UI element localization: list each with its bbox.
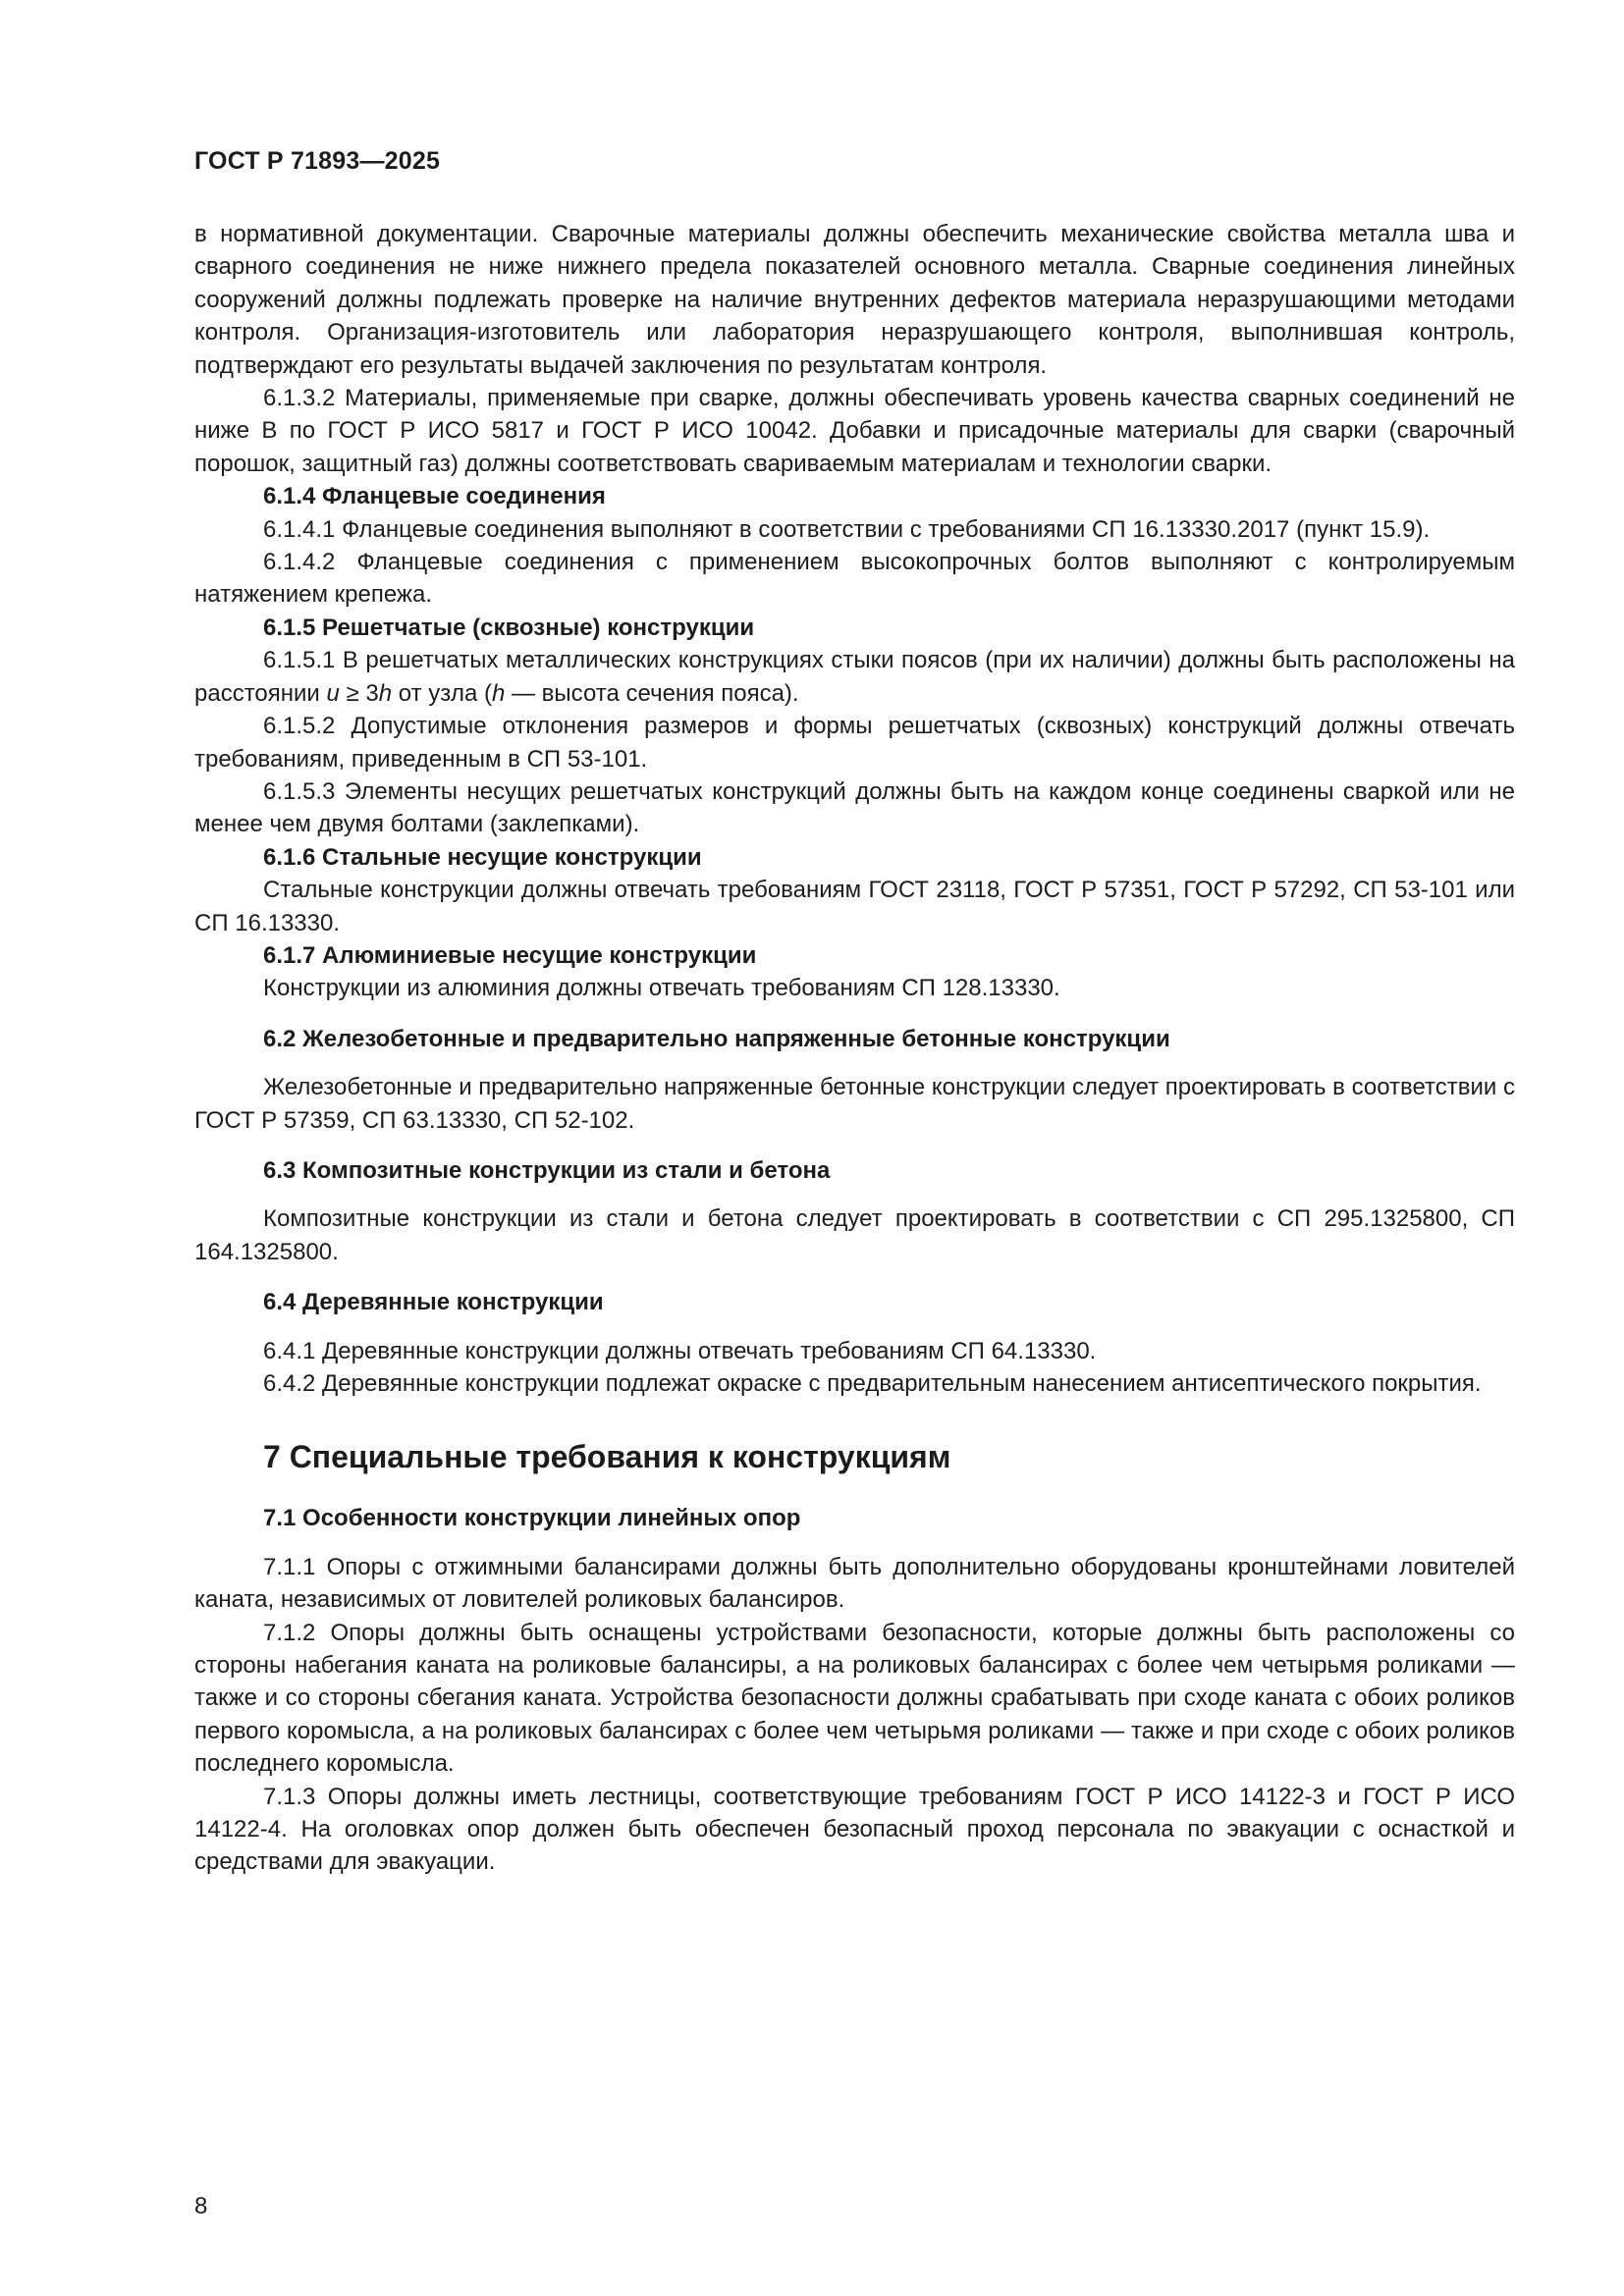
paragraph-7-1-1: 7.1.1 Опоры с отжимными балансирами должны быть дополнительно оборудованы кронштейнами ловителей каната, независимых от ловителей роликовых балансиров. [194, 1553, 1515, 1614]
paragraph-6-4-1: 6.4.1 Деревянные конструкции должны отвечать требованиям СП 64.13330. [263, 1337, 1097, 1364]
paragraph-6-1-5-1 [194, 644, 1515, 710]
paragraph-6-1-5-1-part-d: — высота сечения пояса). [512, 679, 799, 707]
heading-6-2: 6.2 Железобетонные и предварительно напряженные бетонные конструкции [263, 1025, 1170, 1052]
heading-6-1-4: 6.1.4 Фланцевые соединения [263, 483, 606, 510]
paragraph-6-1-7: Конструкции из алюминия должны отвечать требованиям СП 128.13330. [263, 975, 1060, 1002]
heading-6-1-5: 6.1.5 Решетчатые (сквозные) конструкции [263, 614, 755, 641]
heading-6-1-6: 6.1.6 Стальные несущие конструкции [263, 843, 702, 871]
paragraph-7-1-3: 7.1.3 Опоры должны иметь лестницы, соответствующие требованиям ГОСТ Р ИСО 14122-3 и ГОСТ Р ИСО 14122-4. На оголовках опор должен быть обеспечен безопасный проход персонала по эвакуации с оснасткой и средствами для эвакуации. [194, 1783, 1515, 1876]
heading-6-4: 6.4 Деревянные конструкции [263, 1289, 604, 1316]
page-number: 8 [194, 2193, 208, 2219]
variable-h-2: h [491, 679, 506, 707]
variable-u: u [326, 679, 340, 707]
heading-6-1-7: 6.1.7 Алюминиевые несущие конструкции [263, 941, 757, 969]
variable-h: h [378, 679, 393, 707]
heading-7-1: 7.1 Особенности конструкции линейных опор [263, 1505, 801, 1532]
paragraph-6-1-5-1-part-a: 6.1.5.1 В решетчатых металлических конструкциях стыки поясов (при их наличии) должны быть расположены на расстоянии [194, 647, 1515, 707]
paragraph-6-4-2: 6.4.2 Деревянные конструкции подлежат окраске с предварительным нанесением антисептического покрытия. [263, 1370, 1482, 1397]
page-content [194, 218, 1515, 1879]
paragraph-6-3: Композитные конструкции из стали и бетона следует проектировать в соответствии с СП 295.1325800, СП 164.1325800. [194, 1205, 1515, 1265]
paragraph-6-1-5-1-part-b: ≥ 3 [346, 679, 379, 707]
paragraph-6-1-4-1: 6.1.4.1 Фланцевые соединения выполняют в соответствии с требованиями СП 16.13330.2017 (пункт 15.9). [263, 515, 1431, 543]
heading-section-7: 7 Специальные требования к конструкциям [263, 1439, 951, 1475]
paragraph-6-1-5-3: 6.1.5.3 Элементы несущих решетчатых конструкций должны быть на каждом конце соединены сваркой или не менее чем двумя болтами (заклепками). [194, 777, 1515, 838]
paragraph-6-1-4-2: 6.1.4.2 Фланцевые соединения с применением высокопрочных болтов выполняют с контролируемым натяжением крепежа. [194, 549, 1515, 609]
paragraph-6-1-5-1-part-c: от узла ( [398, 679, 492, 707]
paragraph-6-1-3-2: 6.1.3.2 Материалы, применяемые при сварке, должны обеспечивать уровень качества сварных соединений не ниже В по ГОСТ Р ИСО 5817 и ГОСТ Р ИСО 10042. Добавки и присадочные материалы для сварки (сварочный порошок, защитный газ) должны соответствовать свариваемым материалам и технологии сварки. [194, 385, 1515, 477]
paragraph-6-2: Железобетонные и предварительно напряженные бетонные конструкции следует проектировать в соответствии с ГОСТ Р 57359, СП 63.13330, СП 52-102. [194, 1074, 1515, 1134]
paragraph-6-1-6: Стальные конструкции должны отвечать требованиям ГОСТ 23118, ГОСТ Р 57351, ГОСТ Р 57292, СП 53-101 или СП 16.13330. [194, 877, 1515, 936]
paragraph-continuation: в нормативной документации. Сварочные материалы должны обеспечить механические свойства металла шва и сварного соединения не ниже нижнего предела показателей основного металла. Сварные соединения линейных сооружений должны подлежать проверке на наличие внутренних дефектов материала неразрушающими методами контроля. Организация-изготовитель или лаборатория неразрушающего контроля, выполнившая контроль, подтверждают его результаты выдачей заключения по результатам контроля. [194, 221, 1515, 379]
document-code-header: ГОСТ Р 71893—2025 [194, 147, 441, 175]
paragraph-7-1-2: 7.1.2 Опоры должны быть оснащены устройствами безопасности, которые должны быть расположены со стороны набегания каната на роликовые балансиры, а на роликовых балансирах с более чем четырьмя роликами — также и со стороны сбегания каната. Устройства безопасности должны срабатывать при сходе каната с обоих роликов первого коромысла, а на роликовых балансирах с более чем четырьмя роликами — также и при сходе с обоих роликов последнего коромысла. [194, 1619, 1515, 1778]
paragraph-6-1-5-2: 6.1.5.2 Допустимые отклонения размеров и формы решетчатых (сквозных) конструкций должны отвечать требованиям, приведенным в СП 53-101. [194, 713, 1515, 773]
heading-6-3: 6.3 Композитные конструкции из стали и бетона [263, 1156, 831, 1184]
